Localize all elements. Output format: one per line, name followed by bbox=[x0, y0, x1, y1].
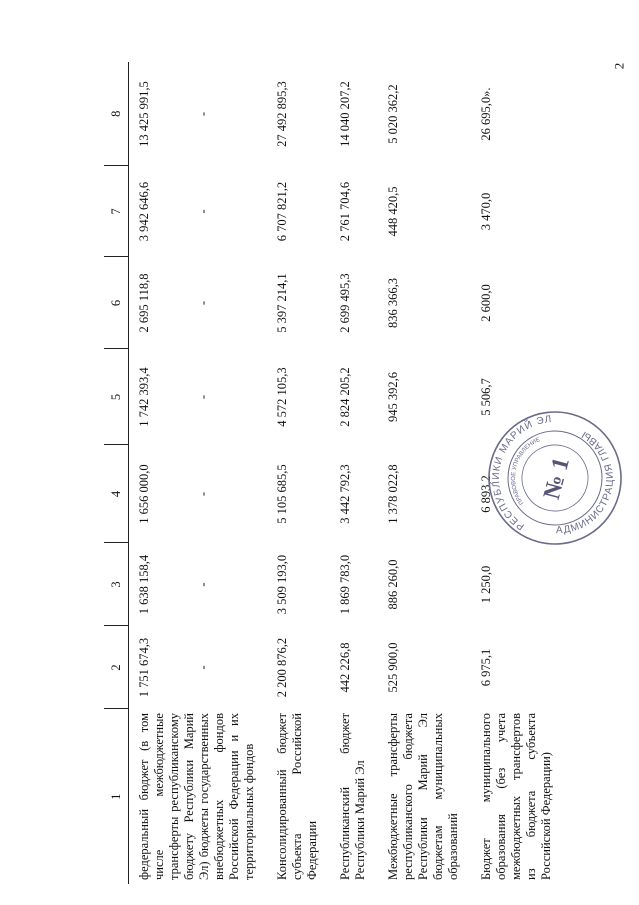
table-cell: 3 509 193,0 bbox=[275, 554, 289, 615]
table-cell: 5 506,7 bbox=[479, 378, 493, 416]
row-label: Межбюджетные трансферты республиканского бюджета Республики Марий Эл бюджетам муниципальных образований bbox=[386, 713, 460, 880]
table-cell: 6 893,2 bbox=[479, 475, 493, 513]
row-label: Республиканский бюджет Республики Марий Эл bbox=[338, 713, 367, 880]
column-header: 2 bbox=[104, 626, 129, 709]
row-label: федеральный бюджет (в том числе межбюджетные трансферты республиканскому бюджету Республики Марий Эл) бюджеты государственных внебюджетных фондов Российской Федерации и их территориальных фондов bbox=[137, 713, 256, 880]
table-cell: 13 425 991,5 - bbox=[137, 81, 210, 147]
table-header-row bbox=[104, 62, 129, 884]
column-header: 7 bbox=[104, 166, 129, 257]
table-cell: 1 742 393,4 - bbox=[137, 367, 210, 427]
row-label: Бюджет муниципального образования (без учета межбюджетных трансфертов из бюджета субъекта Российской Федерации) bbox=[479, 713, 553, 880]
row-label: Консолидированный бюджет субъекта Российской Федерации bbox=[275, 713, 319, 880]
table-cell: 1 656 000,0 - bbox=[137, 464, 210, 524]
table-cell: 2 824 205,2 bbox=[338, 367, 352, 427]
column-header: 8 bbox=[104, 62, 129, 166]
table-cell: 5 020 362,2 bbox=[386, 84, 400, 144]
table-cell: 6 975,1 bbox=[479, 648, 493, 687]
column-header: 5 bbox=[104, 349, 129, 445]
table-row bbox=[129, 62, 268, 884]
table-cell: 2 200 876,2 bbox=[275, 637, 289, 698]
table-cell: 14 040 207,2 bbox=[338, 81, 352, 147]
table-row bbox=[330, 62, 378, 884]
table-cell: 3 470,0 bbox=[479, 192, 493, 231]
svg-text:РЕСПУБЛИКИ МАРИЙ ЭЛ: РЕСПУБЛИКИ МАРИЙ ЭЛ bbox=[490, 413, 553, 532]
table-cell: 886 260,0 bbox=[386, 559, 400, 610]
table-cell: 525 900,0 bbox=[386, 642, 400, 693]
table-cell: 4 572 105,3 bbox=[275, 367, 289, 427]
official-stamp bbox=[485, 408, 625, 548]
table-cell: 2 699 495,3 bbox=[338, 273, 352, 333]
column-header: 3 bbox=[104, 543, 129, 626]
table-cell: 442 226,8 bbox=[338, 642, 352, 693]
table-cell: 2 761 704,6 bbox=[338, 181, 352, 242]
table-cell: 3 942 646,6 - bbox=[137, 181, 210, 242]
table-cell: 1 869 783,0 bbox=[338, 554, 352, 615]
table-cell: 2 600,0 bbox=[479, 284, 493, 322]
table-cell: 5 105 685,5 bbox=[275, 464, 289, 524]
table-row bbox=[378, 62, 471, 884]
table-row bbox=[267, 62, 330, 884]
table-cell: 27 492 895,3 bbox=[275, 81, 289, 147]
column-header: 4 bbox=[104, 445, 129, 543]
table-cell: 1 638 158,4 - bbox=[137, 554, 210, 615]
table-cell: 2 695 118,8 - bbox=[137, 273, 210, 333]
svg-text:№ 1: № 1 bbox=[538, 454, 575, 503]
column-header: 1 bbox=[104, 709, 129, 884]
table-cell: 836 366,3 bbox=[386, 278, 400, 328]
table-cell: 6 707 821,2 bbox=[275, 181, 289, 242]
table-cell: 1 250,0 bbox=[479, 565, 493, 604]
table-cell: 3 442 792,3 bbox=[338, 464, 352, 524]
svg-text:АДМИНИСТРАЦИЯ ГЛАВЫ: АДМИНИСТРАЦИЯ ГЛАВЫ bbox=[555, 428, 617, 537]
table-cell: 1 751 674,3 - bbox=[137, 637, 210, 698]
table-cell: 5 397 214,1 bbox=[275, 273, 289, 333]
table-cell: 945 392,6 bbox=[386, 372, 400, 422]
table-cell: 448 420,5 bbox=[386, 186, 400, 237]
table-cell: 1 378 022,8 bbox=[386, 464, 400, 524]
svg-text:ПРАВОВОЕ УПРАВЛЕНИЕ: ПРАВОВОЕ УПРАВЛЕНИЕ bbox=[510, 437, 542, 506]
column-header: 6 bbox=[104, 257, 129, 349]
page-number: 2 bbox=[611, 62, 627, 70]
table-cell: 26 695,0». bbox=[479, 87, 493, 141]
